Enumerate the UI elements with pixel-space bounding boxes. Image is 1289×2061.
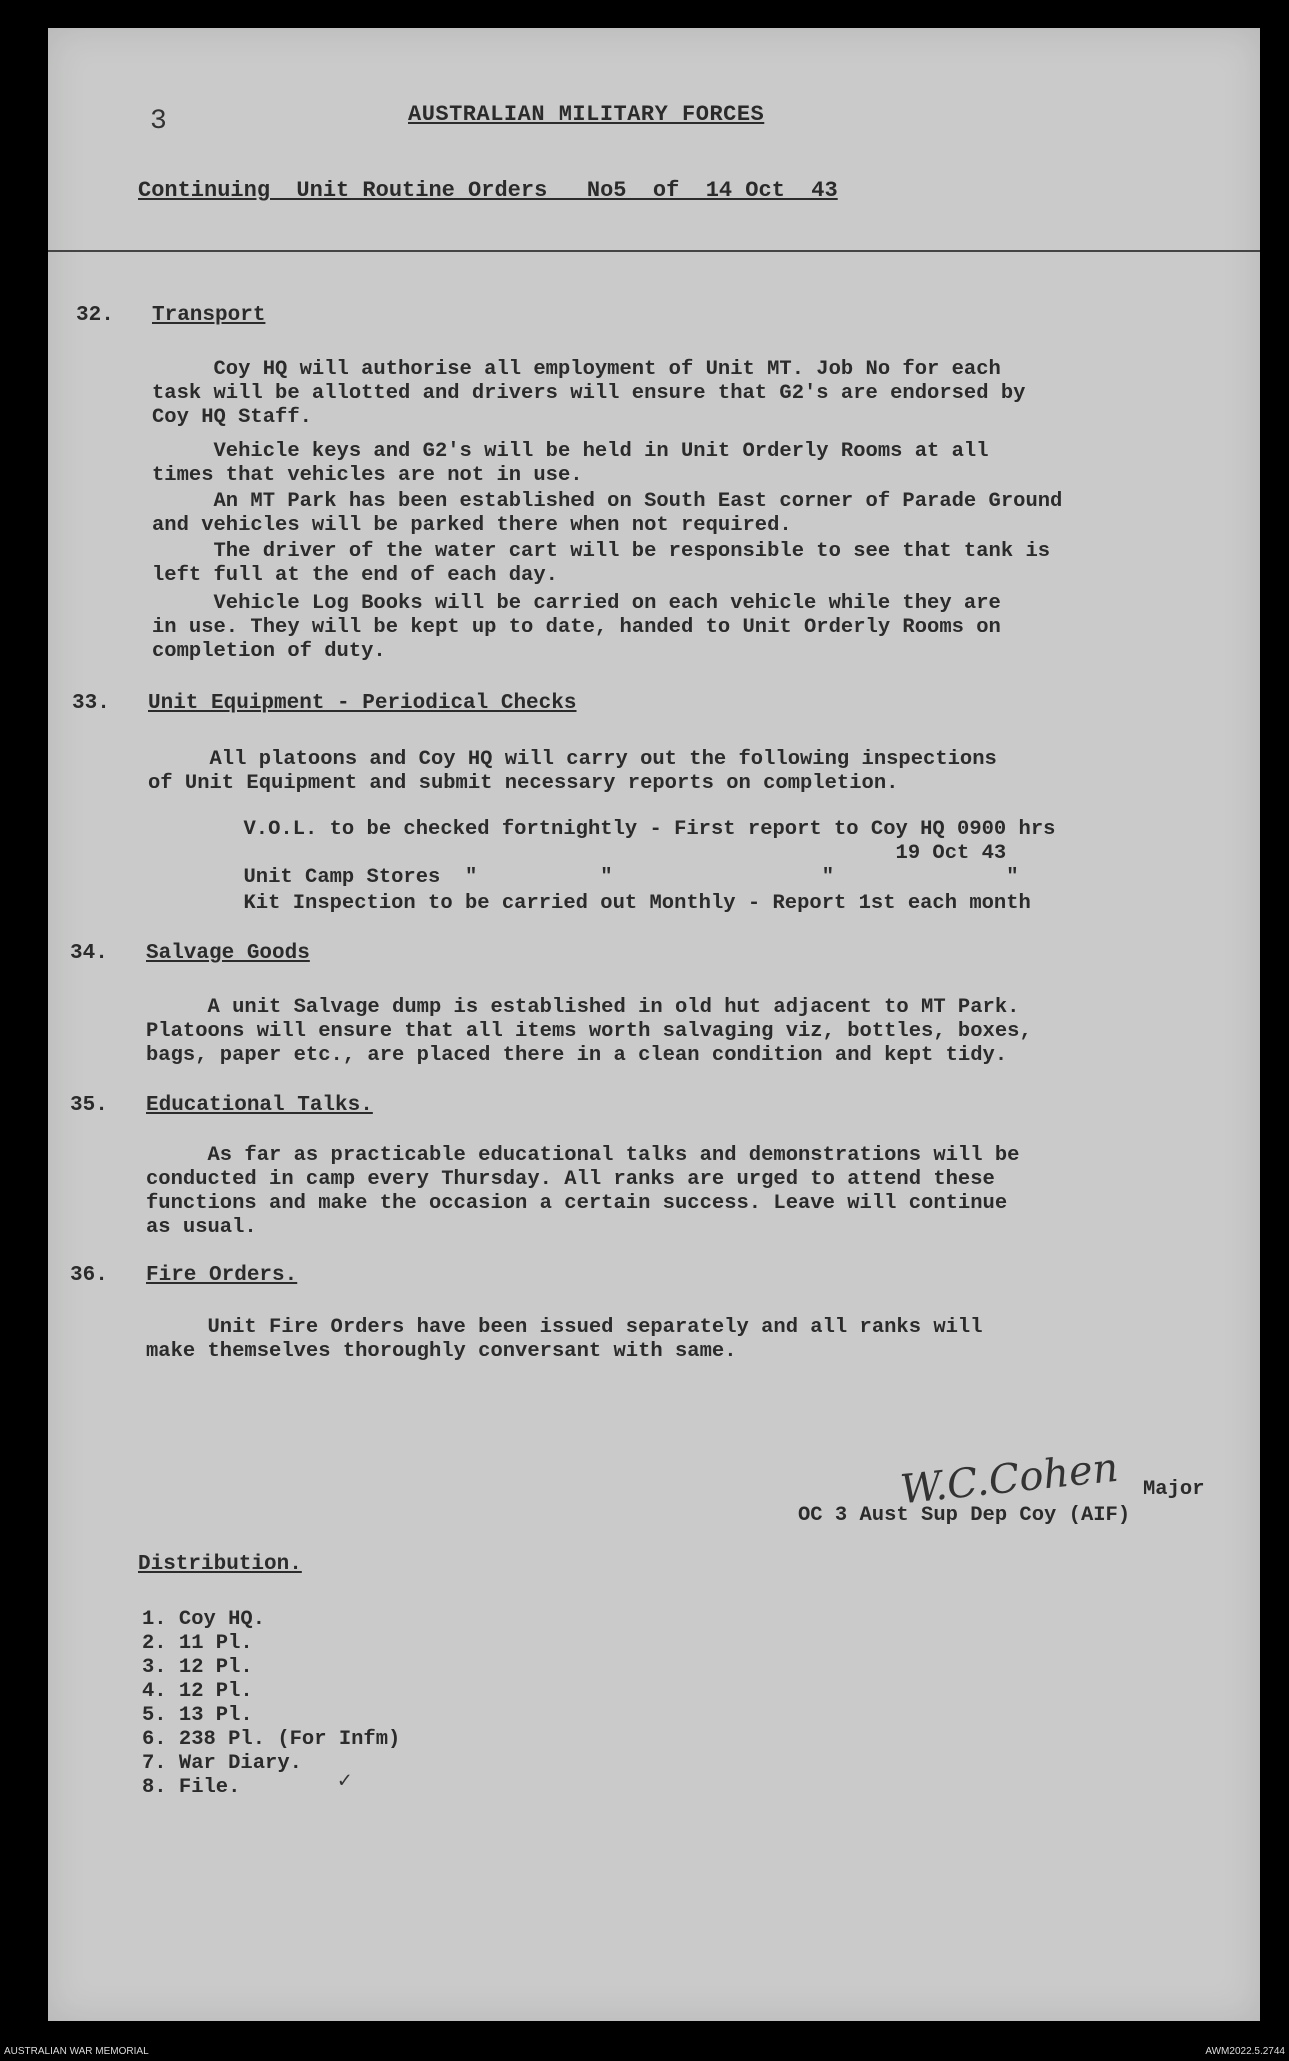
body-line: Vehicle keys and G2's will be held in Unit Orderly Rooms at all — [152, 440, 989, 463]
body-line: completion of duty. — [152, 640, 386, 663]
distribution-item: 2. 11 Pl. — [142, 1632, 253, 1655]
body-line: left full at the end of each day. — [152, 564, 558, 587]
section-title: Transport — [152, 304, 266, 327]
body-line: conducted in camp every Thursday. All ranks are urged to attend these — [146, 1168, 995, 1191]
document-title: AUSTRALIAN MILITARY FORCES — [408, 102, 765, 127]
section-number: 36. — [70, 1264, 108, 1287]
body-line: Kit Inspection to be carried out Monthly - Report 1st each month — [182, 892, 1031, 915]
body-line: times that vehicles are not in use. — [152, 464, 583, 487]
document-subtitle: Continuing Unit Routine Orders No5 of 14 Oct 43 — [138, 178, 838, 203]
document-page — [48, 28, 1260, 2021]
handwritten-tick: ✓ — [338, 1769, 352, 1794]
distribution-item: 7. War Diary. — [142, 1752, 302, 1775]
section-title: Educational Talks. — [146, 1094, 373, 1117]
section-number: 35. — [70, 1094, 108, 1117]
body-line: and vehicles will be parked there when not required. — [152, 514, 792, 537]
handwritten-signature: W.C.Cohen — [898, 1444, 1121, 1514]
body-line: Platoons will ensure that all items worth salvaging viz, bottles, boxes, — [146, 1020, 1032, 1043]
header-divider — [48, 250, 1260, 252]
body-line: V.O.L. to be checked fortnightly - First report to Coy HQ 0900 hrs — [182, 818, 1056, 841]
body-line: bags, paper etc., are placed there in a clean condition and kept tidy. — [146, 1044, 1008, 1067]
body-line: Coy HQ Staff. — [152, 406, 312, 429]
signatory-unit: OC 3 Aust Sup Dep Coy (AIF) — [798, 1504, 1131, 1527]
body-line: As far as practicable educational talks and demonstrations will be — [146, 1144, 1020, 1167]
body-line: Coy HQ will authorise all employment of Unit MT. Job No for each — [152, 358, 1001, 381]
distribution-item: 6. 238 Pl. (For Infm) — [142, 1728, 401, 1751]
body-line: Unit Camp Stores " " " " — [182, 866, 1019, 889]
distribution-item: 8. File. — [142, 1776, 241, 1799]
body-line: functions and make the occasion a certain success. Leave will continue — [146, 1192, 1008, 1215]
body-line: in use. They will be kept up to date, handed to Unit Orderly Rooms on — [152, 616, 1001, 639]
body-line: A unit Salvage dump is established in old hut adjacent to MT Park. — [146, 996, 1020, 1019]
distribution-item: 1. Coy HQ. — [142, 1608, 266, 1631]
section-number: 34. — [70, 942, 108, 965]
distribution-item: 4. 12 Pl. — [142, 1680, 253, 1703]
section-title: Fire Orders. — [146, 1264, 298, 1287]
distribution-item: 5. 13 Pl. — [142, 1704, 253, 1727]
section-title: Unit Equipment - Periodical Checks — [148, 692, 577, 715]
body-line: The driver of the water cart will be responsible to see that tank is — [152, 540, 1051, 563]
section-number: 33. — [72, 692, 110, 715]
body-line: All platoons and Coy HQ will carry out the following inspections — [148, 748, 997, 771]
distribution-item: 3. 12 Pl. — [142, 1656, 253, 1679]
body-line: make themselves thoroughly conversant with same. — [146, 1340, 737, 1363]
section-title: Salvage Goods — [146, 942, 310, 965]
signatory-rank: Major — [1143, 1478, 1205, 1501]
handwritten-page-mark: 3 — [150, 106, 167, 137]
body-line: task will be allotted and drivers will ensure that G2's are endorsed by — [152, 382, 1026, 405]
distribution-heading: Distribution. — [138, 1553, 302, 1576]
body-line: of Unit Equipment and submit necessary reports on completion. — [148, 772, 899, 795]
body-line: as usual. — [146, 1216, 257, 1239]
footer-accession-number: AWM2022.5.2744 — [1205, 2046, 1285, 2057]
section-number: 32. — [76, 304, 114, 327]
body-line: 19 Oct 43 — [182, 842, 1007, 865]
body-line: An MT Park has been established on South East corner of Parade Ground — [152, 490, 1063, 513]
footer-credit: AUSTRALIAN WAR MEMORIAL — [4, 2046, 149, 2057]
body-line: Unit Fire Orders have been issued separately and all ranks will — [146, 1316, 983, 1339]
body-line: Vehicle Log Books will be carried on each vehicle while they are — [152, 592, 1001, 615]
